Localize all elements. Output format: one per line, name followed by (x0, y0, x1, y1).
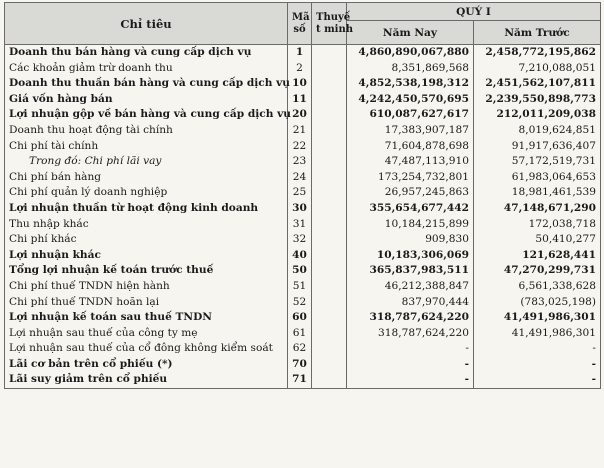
row-name: Chi phí bán hàng (5, 170, 288, 186)
table-row (5, 263, 601, 279)
row-note (312, 61, 347, 77)
row-note (312, 45, 347, 61)
row-current: 26,957,245,863 (347, 185, 474, 201)
table-row (5, 295, 601, 311)
row-code: 31 (288, 217, 312, 233)
row-code: 22 (288, 139, 312, 155)
row-current: 355,654,677,442 (347, 201, 474, 217)
table-header (5, 3, 601, 45)
row-note (312, 139, 347, 155)
row-code: 30 (288, 201, 312, 217)
row-code: 51 (288, 279, 312, 295)
row-name: Lợi nhuận kế toán sau thuế TNDN (5, 310, 288, 326)
income-statement-table (4, 2, 601, 389)
row-name: Các khoản giảm trừ doanh thu (5, 61, 288, 77)
row-current: 4,242,450,570,695 (347, 92, 474, 108)
row-current: 365,837,983,511 (347, 263, 474, 279)
row-code: 60 (288, 310, 312, 326)
row-previous: 41,491,986,301 (474, 310, 601, 326)
row-previous: 7,210,088,051 (474, 61, 601, 77)
row-code: 11 (288, 92, 312, 108)
row-name: Doanh thu bán hàng và cung cấp dịch vụ (5, 45, 288, 61)
table-row (5, 185, 601, 201)
table-row (5, 372, 601, 388)
row-current: - (347, 341, 474, 357)
row-current: 318,787,624,220 (347, 326, 474, 342)
row-current: 837,970,444 (347, 295, 474, 311)
row-name: Giá vốn hàng bán (5, 92, 288, 108)
row-code: 25 (288, 185, 312, 201)
row-code: 21 (288, 123, 312, 139)
table-row (5, 217, 601, 233)
row-code: 32 (288, 232, 312, 248)
row-name: Lợi nhuận thuần từ hoạt động kinh doanh (5, 201, 288, 217)
row-code: 50 (288, 263, 312, 279)
row-current: 909,830 (347, 232, 474, 248)
table-row (5, 201, 601, 217)
row-previous: - (474, 357, 601, 373)
row-name: Doanh thu thuần bán hàng và cung cấp dịch vụ (5, 76, 288, 92)
row-note (312, 310, 347, 326)
row-note (312, 295, 347, 311)
row-note (312, 357, 347, 373)
row-note (312, 170, 347, 186)
row-previous: 57,172,519,731 (474, 154, 601, 170)
row-previous: 50,410,277 (474, 232, 601, 248)
row-previous: 41,491,986,301 (474, 326, 601, 342)
row-note (312, 248, 347, 264)
row-previous: 6,561,338,628 (474, 279, 601, 295)
row-name: Tổng lợi nhuận kế toán trước thuế (5, 263, 288, 279)
row-code: 71 (288, 372, 312, 388)
table-row (5, 248, 601, 264)
row-previous: 61,983,064,653 (474, 170, 601, 186)
row-note (312, 107, 347, 123)
table-row (5, 232, 601, 248)
row-current: 10,183,306,069 (347, 248, 474, 264)
row-previous: 8,019,624,851 (474, 123, 601, 139)
row-note (312, 232, 347, 248)
header-quy: QUÝ I (347, 3, 601, 21)
row-note (312, 154, 347, 170)
table-row (5, 279, 601, 295)
table-row (5, 170, 601, 186)
row-note (312, 263, 347, 279)
row-note (312, 123, 347, 139)
table-row (5, 61, 601, 77)
row-code: 61 (288, 326, 312, 342)
row-previous: 2,451,562,107,811 (474, 76, 601, 92)
row-current: - (347, 357, 474, 373)
row-previous: - (474, 372, 601, 388)
table-row (5, 123, 601, 139)
income-statement (0, 2, 604, 468)
row-note (312, 185, 347, 201)
row-current: 318,787,624,220 (347, 310, 474, 326)
row-code: 2 (288, 61, 312, 77)
row-previous: 212,011,209,038 (474, 107, 601, 123)
row-name: Chi phí khác (5, 232, 288, 248)
row-name: Lãi cơ bản trên cổ phiếu (*) (5, 357, 288, 373)
header-nam-truoc: Năm Trước (474, 21, 601, 45)
row-code: 40 (288, 248, 312, 264)
row-code: 23 (288, 154, 312, 170)
row-name: Trong đó: Chi phí lãi vay (5, 154, 288, 170)
table-row (5, 341, 601, 357)
header-ma-so-line2: số (293, 23, 306, 35)
row-note (312, 326, 347, 342)
table-row (5, 107, 601, 123)
row-code: 70 (288, 357, 312, 373)
row-current: 71,604,878,698 (347, 139, 474, 155)
row-note (312, 201, 347, 217)
header-chi-tieu: Chỉ tiêu (5, 3, 288, 45)
row-name: Doanh thu hoạt động tài chính (5, 123, 288, 139)
header-ma-so (288, 3, 312, 45)
table-row (5, 357, 601, 373)
row-code: 10 (288, 76, 312, 92)
row-name: Thu nhập khác (5, 217, 288, 233)
row-current: 4,860,890,067,880 (347, 45, 474, 61)
row-current: 4,852,538,198,312 (347, 76, 474, 92)
row-current: 47,487,113,910 (347, 154, 474, 170)
row-note (312, 76, 347, 92)
row-current: 46,212,388,847 (347, 279, 474, 295)
header-thuyet-minh-line1: Thuyế (316, 11, 351, 23)
row-current: 173,254,732,801 (347, 170, 474, 186)
row-previous: 121,628,441 (474, 248, 601, 264)
table-row (5, 310, 601, 326)
row-code: 20 (288, 107, 312, 123)
row-current: 8,351,869,568 (347, 61, 474, 77)
row-previous: 2,239,550,898,773 (474, 92, 601, 108)
row-code: 1 (288, 45, 312, 61)
row-previous: 172,038,718 (474, 217, 601, 233)
row-previous: - (474, 341, 601, 357)
row-previous: 2,458,772,195,862 (474, 45, 601, 61)
table-row (5, 92, 601, 108)
row-previous: 91,917,636,407 (474, 139, 601, 155)
row-previous: 47,270,299,731 (474, 263, 601, 279)
table-row (5, 139, 601, 155)
row-previous: (783,025,198) (474, 295, 601, 311)
row-name: Chi phí thuế TNDN hiện hành (5, 279, 288, 295)
header-nam-nay: Năm Nay (347, 21, 474, 45)
row-note (312, 341, 347, 357)
row-note (312, 92, 347, 108)
row-current: 610,087,627,617 (347, 107, 474, 123)
table-row (5, 154, 601, 170)
header-thuyet-minh-line2: t minh (316, 23, 354, 35)
row-note (312, 217, 347, 233)
table-row (5, 76, 601, 92)
row-previous: 47,148,671,290 (474, 201, 601, 217)
row-current: 10,184,215,899 (347, 217, 474, 233)
row-name: Lãi suy giảm trên cổ phiếu (5, 372, 288, 388)
row-note (312, 279, 347, 295)
row-current: 17,383,907,187 (347, 123, 474, 139)
table-body (5, 45, 601, 389)
row-code: 24 (288, 170, 312, 186)
row-previous: 18,981,461,539 (474, 185, 601, 201)
row-name: Lợi nhuận gộp về bán hàng và cung cấp dịch vụ (5, 107, 288, 123)
row-name: Chi phí quản lý doanh nghiệp (5, 185, 288, 201)
table-row (5, 326, 601, 342)
row-name: Lợi nhuận sau thuế của cổ đông không kiểm soát (5, 341, 288, 357)
row-code: 52 (288, 295, 312, 311)
table-row (5, 45, 601, 61)
row-name: Chi phí tài chính (5, 139, 288, 155)
row-name: Lợi nhuận sau thuế của công ty mẹ (5, 326, 288, 342)
row-note (312, 372, 347, 388)
header-thuyet-minh (312, 3, 354, 45)
header-ma-so-line1: Mã (292, 11, 310, 23)
row-code: 62 (288, 341, 312, 357)
row-current: - (347, 372, 474, 388)
row-name: Chi phí thuế TNDN hoãn lại (5, 295, 288, 311)
row-name: Lợi nhuận khác (5, 248, 288, 264)
